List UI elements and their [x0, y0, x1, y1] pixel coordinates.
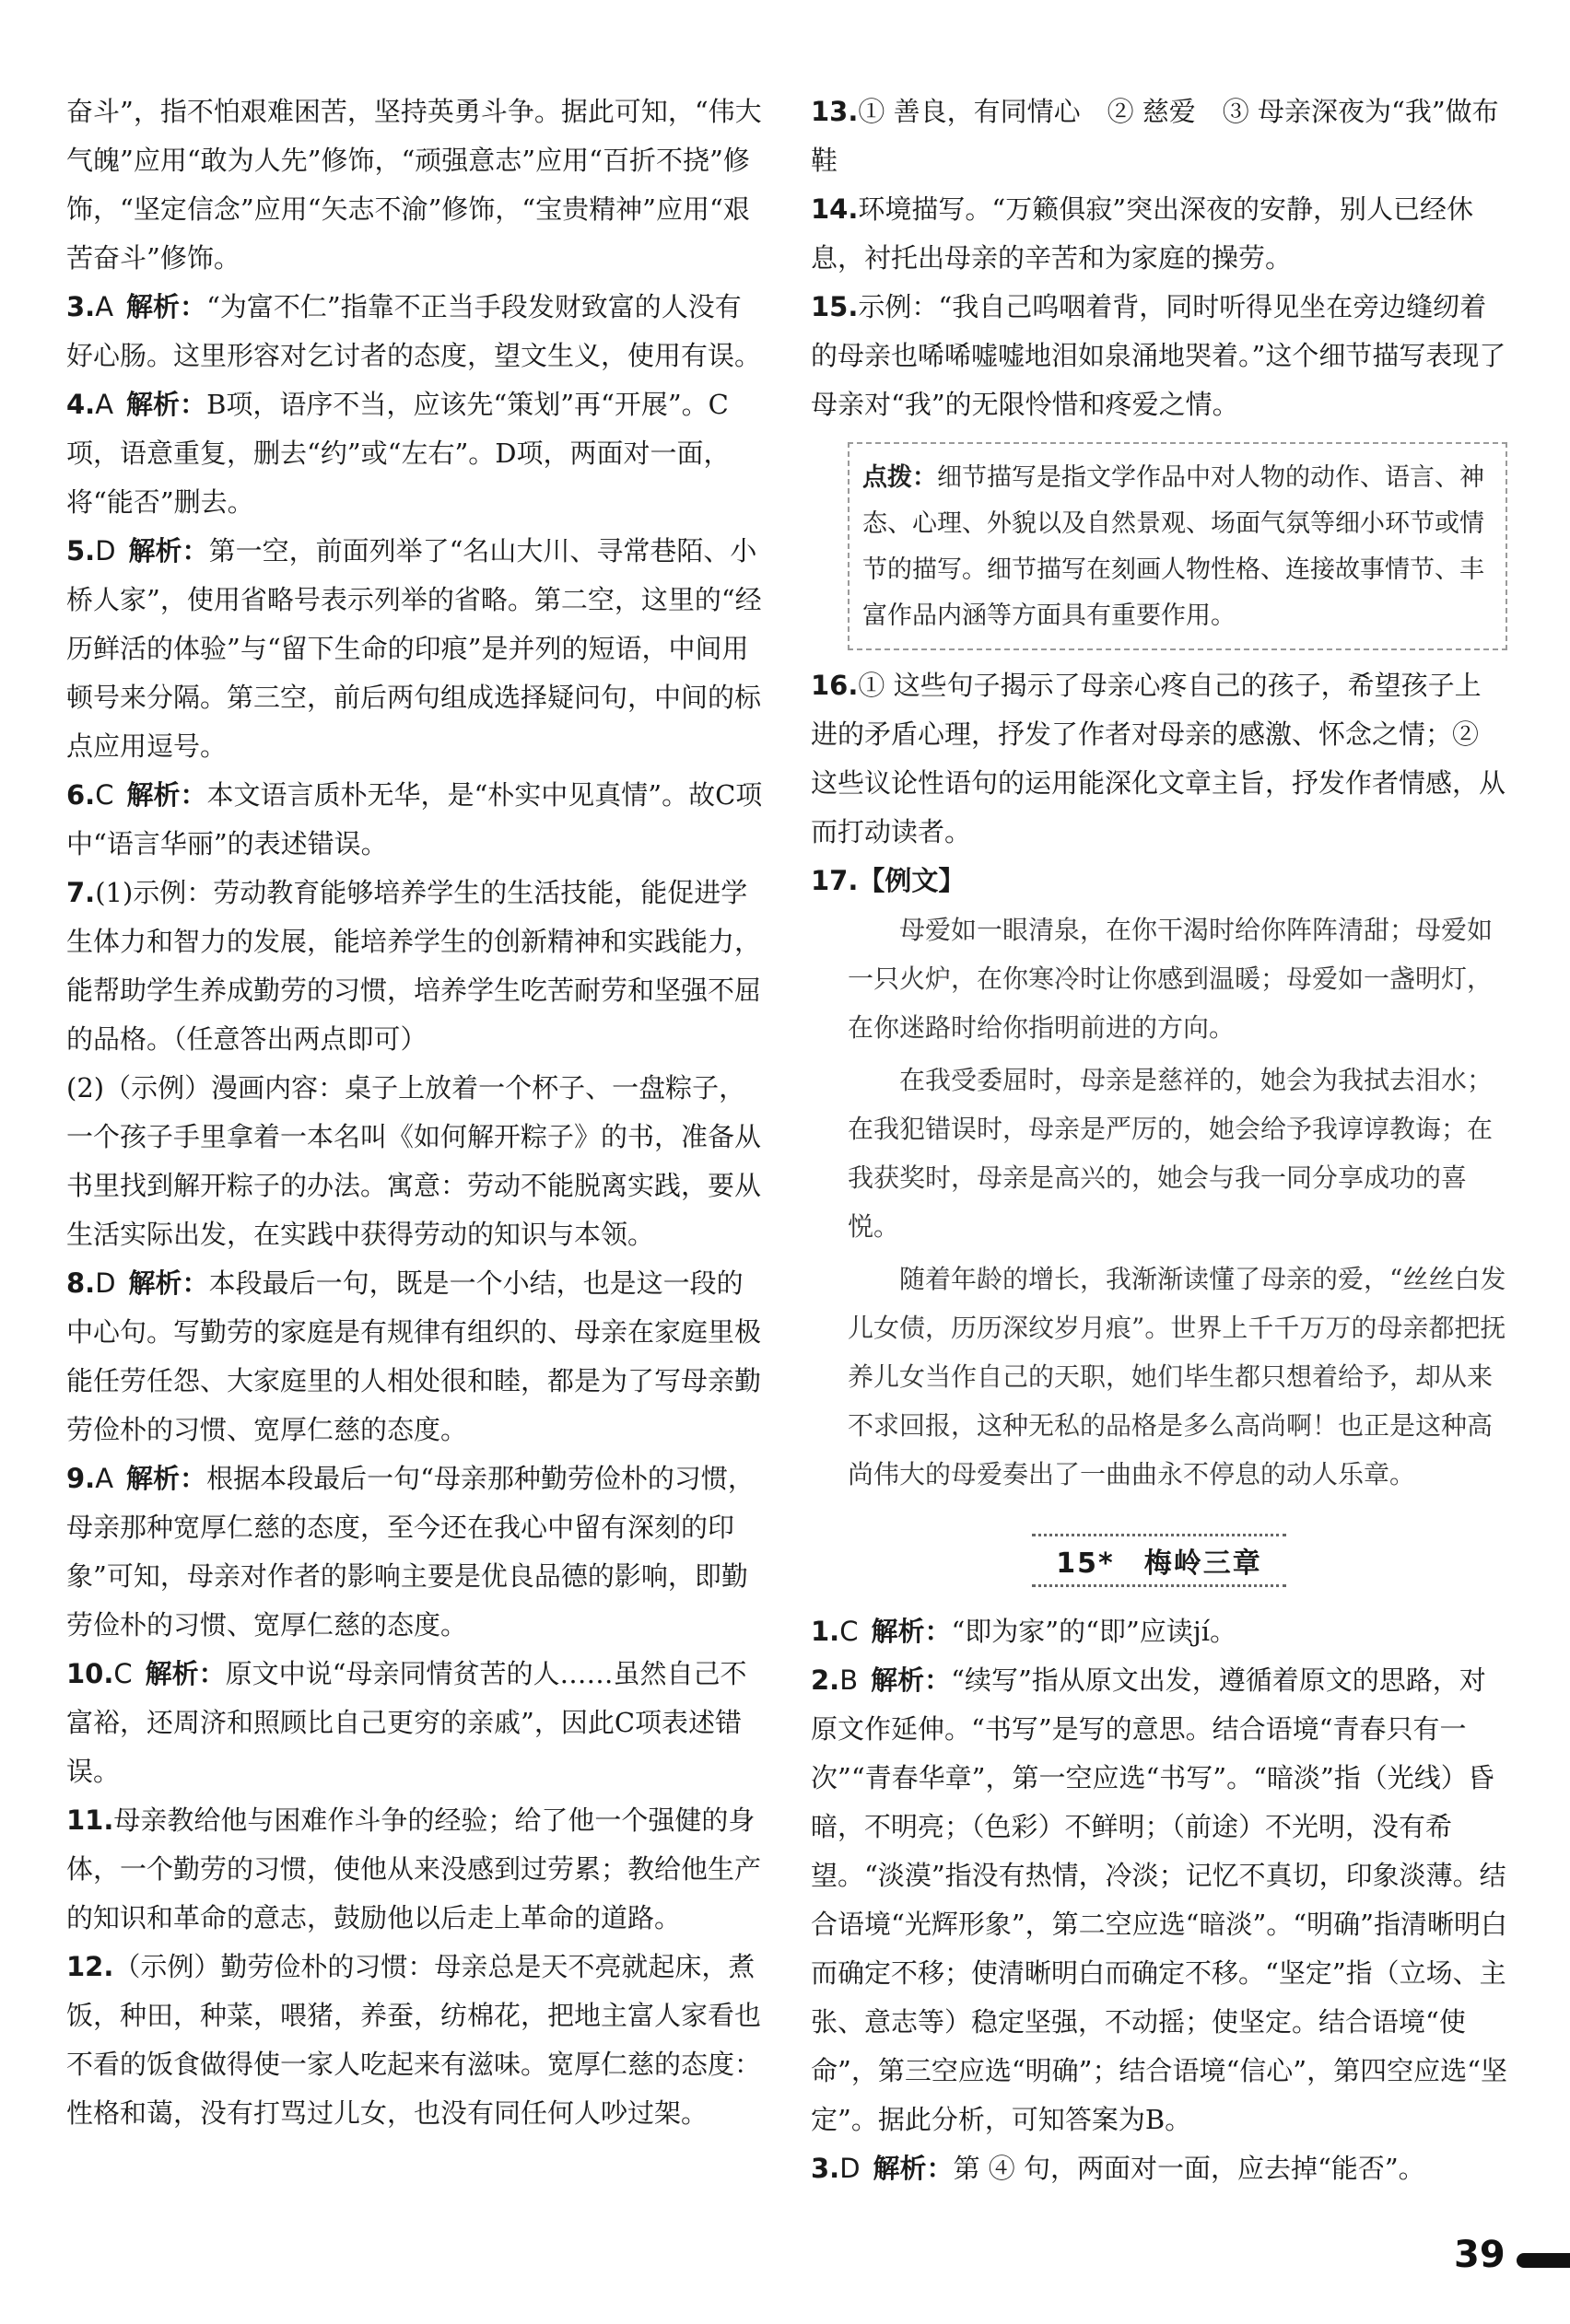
sample-essay-label: 【例文】: [858, 865, 966, 896]
item-number: 14.: [811, 193, 859, 225]
answer-item-14: [811, 185, 1507, 283]
intro-paragraph: [66, 88, 767, 283]
intro-text: 奋斗”，指不怕艰难困苦，坚持英勇斗争。据此可知，“伟大气魄”应用“敢为人先”修饰，“顽强意志”应用“百折不挠”修饰，“坚定信念”应用“矢志不渝”修饰，“宝贵精神”应用“艰苦奋斗”修饰。: [66, 96, 762, 274]
answer-item-c2: [811, 1656, 1507, 2144]
analysis-text: “续写”指从原文出发，遵循着原文的思路，对原文作延伸。“书写”是写的意思。结合语境“青春只有一次”“青春华章”，第一空应选“书写”。“暗淡”指（光线）昏暗，不明亮；（色彩）不鲜明；（前途）不光明，没有希望。“淡漠”指没有热情，冷淡；记忆不真切，印象淡薄。结合语境“光辉形象”，第二空应选“暗淡”。“明确”指清晰明白而确定不移；使清晰明白而确定不移。“坚定”指（立场、主张、意志等）稳定坚强，不动摇；使坚定。结合语境“使命”，第三空应选“明确”；结合语境“信心”，第四空应选“坚定”。据此分析，可知答案为B。: [811, 1664, 1507, 2135]
analysis-label: 解析：: [126, 1463, 207, 1494]
analysis-text: 第一空，前面列举了“名山大川、寻常巷陌、小桥人家”，使用省略号表示列举的省略。第二空，这里的“经历鲜活的体验”与“留下生命的印痕”是并列的短语，中间用顿号来分隔。第三空，前后两句组成选择疑问句，中间的标点应用逗号。: [66, 535, 762, 762]
answer-choice: D: [95, 1267, 116, 1299]
answer-choice: B: [839, 1664, 859, 1696]
answer-text: (1)示例：劳动教育能够培养学生的生活技能，能促进学生体力和智力的发展，能培养学生的创新精神和实践能力，能帮助学生养成勤劳的习惯，培养学生吃苦耐劳和坚强不屈的品格。（任意答出两点即可）: [66, 877, 762, 1055]
answer-choice: A: [95, 1463, 114, 1494]
analysis-label: 解析：: [126, 389, 207, 420]
answer-item-16: [811, 661, 1507, 857]
analysis-text: B项，语序不当，应该先“策划”再“开展”。C项，语意重复，删去“约”或“左右”。D项，两面对一面，将“能否”删去。: [66, 389, 731, 518]
answer-choice: A: [95, 389, 114, 420]
answer-item-c1: [811, 1607, 1507, 1656]
item-number: 16.: [811, 670, 859, 701]
analysis-text: 本文语言质朴无华，是“朴实中见真情”。故C项中“语言华丽”的表述错误。: [66, 779, 763, 859]
item-number: 3.: [66, 291, 96, 322]
item-number: 3.: [811, 2153, 840, 2184]
answer-item-12: [66, 1943, 767, 2138]
analysis-label: 解析：: [871, 1664, 952, 1696]
analysis-label: 解析：: [128, 535, 209, 566]
answer-text: (2)（示例）漫画内容：桌子上放着一个杯子、一盘粽子，一个孩子手里拿着一本名叫《如何解开粽子》的书，准备从书里找到解开粽子的办法。寓意：劳动不能脱离实践，要从生活实际出发，在实践中获得劳动的知识与本领。: [66, 1072, 762, 1250]
answer-item-11: [66, 1796, 767, 1943]
item-number: 10.: [66, 1658, 114, 1689]
answer-choice: C: [839, 1616, 859, 1647]
answer-item-4: [66, 380, 767, 527]
answer-item-8: [66, 1259, 767, 1454]
analysis-text: 原文中说“母亲同情贫苦的人……虽然自己不富裕，还周济和照顾比自己更穷的亲戚”，因此C项表述错误。: [66, 1658, 747, 1787]
sample-essay: [811, 905, 1507, 1499]
answer-item-5: [66, 527, 767, 771]
page-tab-decoration: [1517, 2253, 1570, 2268]
analysis-label: 解析：: [126, 779, 207, 811]
answer-item-17: [811, 857, 1507, 905]
item-number: 17.: [811, 865, 859, 896]
answer-choice: C: [113, 1658, 133, 1689]
item-number: 6.: [66, 779, 96, 811]
section-title: 15* 梅岭三章: [1032, 1534, 1285, 1587]
item-number: 8.: [66, 1267, 96, 1299]
analysis-label: 解析：: [871, 1616, 952, 1647]
answer-choice: D: [839, 2153, 861, 2184]
answer-item-7-part-2: [66, 1064, 767, 1259]
hint-label: 点拨：: [862, 463, 937, 492]
answer-text: ① 这些句子揭示了母亲心疼自己的孩子，希望孩子上进的矛盾心理，抒发了作者对母亲的感激、怀念之情；② 这些议论性语句的运用能深化文章主旨，抒发作者情感，从而打动读者。: [811, 670, 1506, 847]
answer-choice: A: [95, 291, 114, 322]
item-number: 7.: [66, 877, 96, 908]
analysis-label: 解析：: [145, 1658, 226, 1689]
answer-item-c3: [811, 2144, 1507, 2193]
item-number: 2.: [811, 1664, 840, 1696]
answer-item-9: [66, 1454, 767, 1650]
answer-choice: D: [95, 535, 116, 566]
left-column: [66, 88, 767, 2138]
analysis-text: 根据本段最后一句“母亲那种勤劳俭朴的习惯，母亲那种宽厚仁慈的态度，至今还在我心中留有深刻的印象”可知，母亲对作者的影响主要是优良品德的影响，即勤劳俭朴的习惯、宽厚仁慈的态度。: [66, 1463, 755, 1641]
essay-paragraph: 母爱如一眼清泉，在你干渴时给你阵阵清甜；母爱如一只火炉，在你寒冷时让你感到温暖；母爱如一盏明灯，在你迷路时给你指明前进的方向。: [848, 915, 1494, 1043]
hint-text: 细节描写是指文学作品中对人物的动作、语言、神态、心理、外貌以及自然景观、场面气氛等细小环节或情节的描写。细节描写在刻画人物性格、连接故事情节、丰富作品内涵等方面具有重要作用。: [862, 463, 1484, 630]
section-heading: [811, 1534, 1507, 1582]
page-number: 39: [1454, 2234, 1506, 2276]
analysis-text: “即为家”的“即”应读jí。: [951, 1616, 1237, 1647]
item-number: 5.: [66, 535, 96, 566]
essay-paragraph: 在我受委屈时，母亲是慈祥的，她会为我拭去泪水；在我犯错误时，母亲是严厉的，她会给予我谆谆教诲；在我获奖时，母亲是高兴的，她会与我一同分享成功的喜悦。: [848, 1065, 1494, 1242]
analysis-label: 解析：: [128, 1267, 209, 1299]
answer-item-7: [66, 869, 767, 1064]
answer-item-10: [66, 1650, 767, 1796]
answer-choice: C: [95, 779, 114, 811]
analysis-label: 解析：: [873, 2153, 954, 2184]
answer-text: （示例）勤劳俭朴的习惯：母亲总是天不亮就起床，煮饭，种田，种菜，喂猪，养蚕，纺棉花，把地主富人家看也不看的饭食做得使一家人吃起来有滋味。宽厚仁慈的态度：性格和蔼，没有打骂过儿女，也没有同任何人吵过架。: [66, 1951, 762, 2129]
analysis-text: “为富不仁”指靠不正当手段发财致富的人没有好心肠。这里形容对乞讨者的态度，望文生义，使用有误。: [66, 291, 762, 371]
item-number: 11.: [66, 1804, 114, 1836]
answer-item-6: [66, 771, 767, 869]
answer-item-15: [811, 283, 1507, 429]
item-number: 4.: [66, 389, 96, 420]
answer-item-13: [811, 88, 1507, 185]
analysis-text: 第 ④ 句，两面对一面，应去掉“能否”。: [953, 2153, 1425, 2184]
right-column: [811, 88, 1507, 2193]
item-number: 9.: [66, 1463, 96, 1494]
answer-text: 示例：“我自己呜咽着背，同时听得见坐在旁边缝纫着的母亲也唏唏嘘嘘地泪如泉涌地哭着。”这个细节描写表现了母亲对“我”的无限怜惜和疼爱之情。: [811, 291, 1506, 420]
item-number: 13.: [811, 96, 859, 127]
item-number: 15.: [811, 291, 859, 322]
analysis-text: 本段最后一句，既是一个小结，也是这一段的中心句。写勤劳的家庭是有规律有组织的、母亲在家庭里极能任劳任怨、大家庭里的人相处很和睦，都是为了写母亲勤劳俭朴的习惯、宽厚仁慈的态度。: [66, 1267, 762, 1445]
answer-text: ① 善良，有同情心 ② 慈爱 ③ 母亲深夜为“我”做布鞋: [811, 96, 1499, 176]
item-number: 1.: [811, 1616, 840, 1647]
hint-box: [848, 442, 1507, 650]
answer-text: 环境描写。“万籁俱寂”突出深夜的安静，别人已经休息，衬托出母亲的辛苦和为家庭的操劳。: [811, 193, 1474, 274]
analysis-label: 解析：: [126, 291, 207, 322]
item-number: 12.: [66, 1951, 114, 1982]
answer-item-3: [66, 283, 767, 380]
essay-paragraph: 随着年龄的增长，我渐渐读懂了母亲的爱，“丝丝白发儿女债，历历深纹岁月痕”。世界上千千万万的母亲都把抚养儿女当作自己的天职，她们毕生都只想着给予，却从来不求回报，这种无私的品格是多么高尚啊！也正是这种高尚伟大的母爱奏出了一曲曲永不停息的动人乐章。: [848, 1264, 1506, 1489]
answer-text: 母亲教给他与困难作斗争的经验；给了他一个强健的身体，一个勤劳的习惯，使他从来没感到过劳累；教给他生产的知识和革命的意志，鼓励他以后走上革命的道路。: [66, 1804, 762, 1933]
